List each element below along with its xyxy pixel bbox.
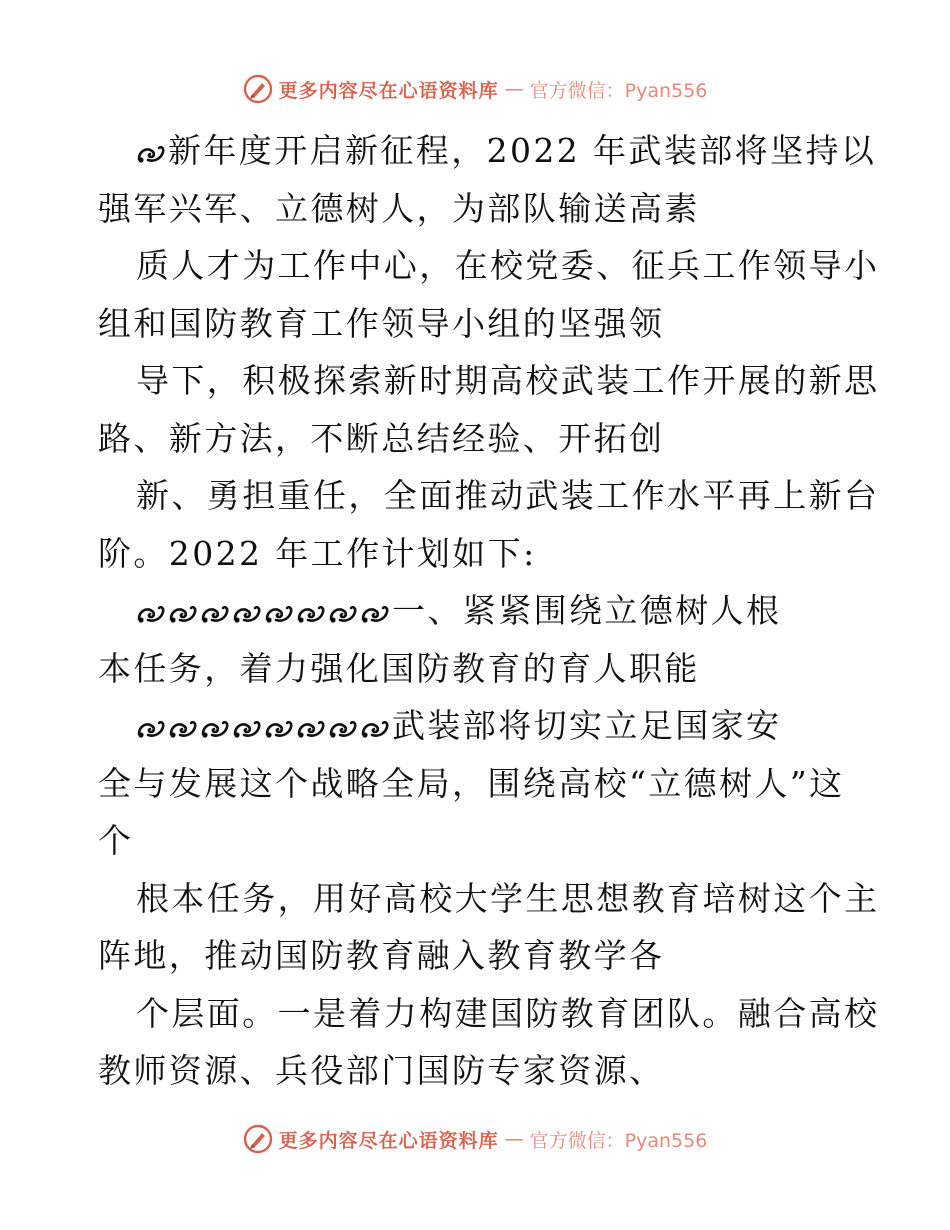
scroll-ornament-icon (264, 699, 294, 721)
header-watermark (0, 74, 950, 104)
section-heading-line: 本任务，着力强化国防教育的育人职能 (98, 648, 700, 688)
scroll-ornament-icon (296, 699, 326, 721)
scroll-ornament-icon (200, 584, 230, 606)
scroll-ornament-icon (264, 584, 294, 606)
scroll-ornament-icon (328, 699, 358, 721)
paragraph-line: 组和国防教育工作领导小组的坚强领 (98, 303, 665, 343)
paragraph-line: 新、勇担重任，全面推动武装工作水平再上新台 (136, 476, 880, 515)
paragraph-line: 根本任务，用好高校大学生思想教育培树这个主 (136, 878, 880, 918)
paragraph-line: 阶。2022 年工作计划如下: (98, 533, 537, 573)
scroll-ornament-icon (200, 699, 230, 721)
scroll-ornament-icon (232, 699, 262, 721)
watermark-wechat: 官方微信：Pyan556 (529, 79, 708, 102)
scroll-ornament-icon (360, 584, 390, 606)
paragraph-line: 个 (98, 821, 134, 860)
scroll-ornament-icon (168, 699, 198, 721)
paragraph-line: 全与发展这个战略全局，围绕高校“立德树人”这 (98, 763, 845, 803)
quill-pen-icon (243, 1124, 273, 1154)
watermark-wechat: 官方微信：Pyan556 (529, 1129, 708, 1152)
scroll-ornament-icon (328, 584, 358, 606)
paragraph-line: 教师资源、兵役部门国防专家资源、 (98, 1051, 665, 1090)
scroll-ornament-icon (232, 584, 262, 606)
section-heading-line: 一、紧紧围绕立德树人根 (98, 582, 868, 640)
scroll-ornament-icon (360, 699, 390, 721)
scroll-ornament-icon (296, 584, 326, 606)
paragraph-line: 阵地，推动国防教育融入教育教学各 (98, 936, 665, 975)
scroll-ornament-icon (136, 124, 166, 146)
paragraph-line: 路、新方法，不断总结经验、开拓创 (98, 418, 665, 458)
quill-pen-icon (243, 74, 273, 104)
watermark-brand: 更多内容尽在心语资料库 (278, 79, 499, 102)
watermark-brand: 更多内容尽在心语资料库 (278, 1129, 499, 1152)
footer-watermark (0, 1124, 950, 1154)
watermark-separator: — (504, 1128, 524, 1150)
scroll-ornament-icon (168, 584, 198, 606)
scroll-ornament-icon (136, 699, 166, 721)
paragraph-line: 新年度开启新征程，2022 年武装部将坚持以 (98, 122, 868, 180)
paragraph-line: 个层面。一是着力构建国防教育团队。融合高校 (136, 993, 880, 1033)
paragraph-line: 质人才为工作中心，在校党委、征兵工作领导小 (136, 246, 880, 285)
paragraph-line: 导下，积极探索新时期高校武装工作开展的新思 (136, 361, 880, 400)
paragraph-line: 武装部将切实立足国家安 (98, 697, 868, 755)
watermark-separator: — (504, 78, 524, 100)
paragraph-line: 强军兴军、立德树人，为部队输送高素 (98, 188, 700, 228)
document-body (98, 122, 880, 1100)
scroll-ornament-icon (136, 584, 166, 606)
